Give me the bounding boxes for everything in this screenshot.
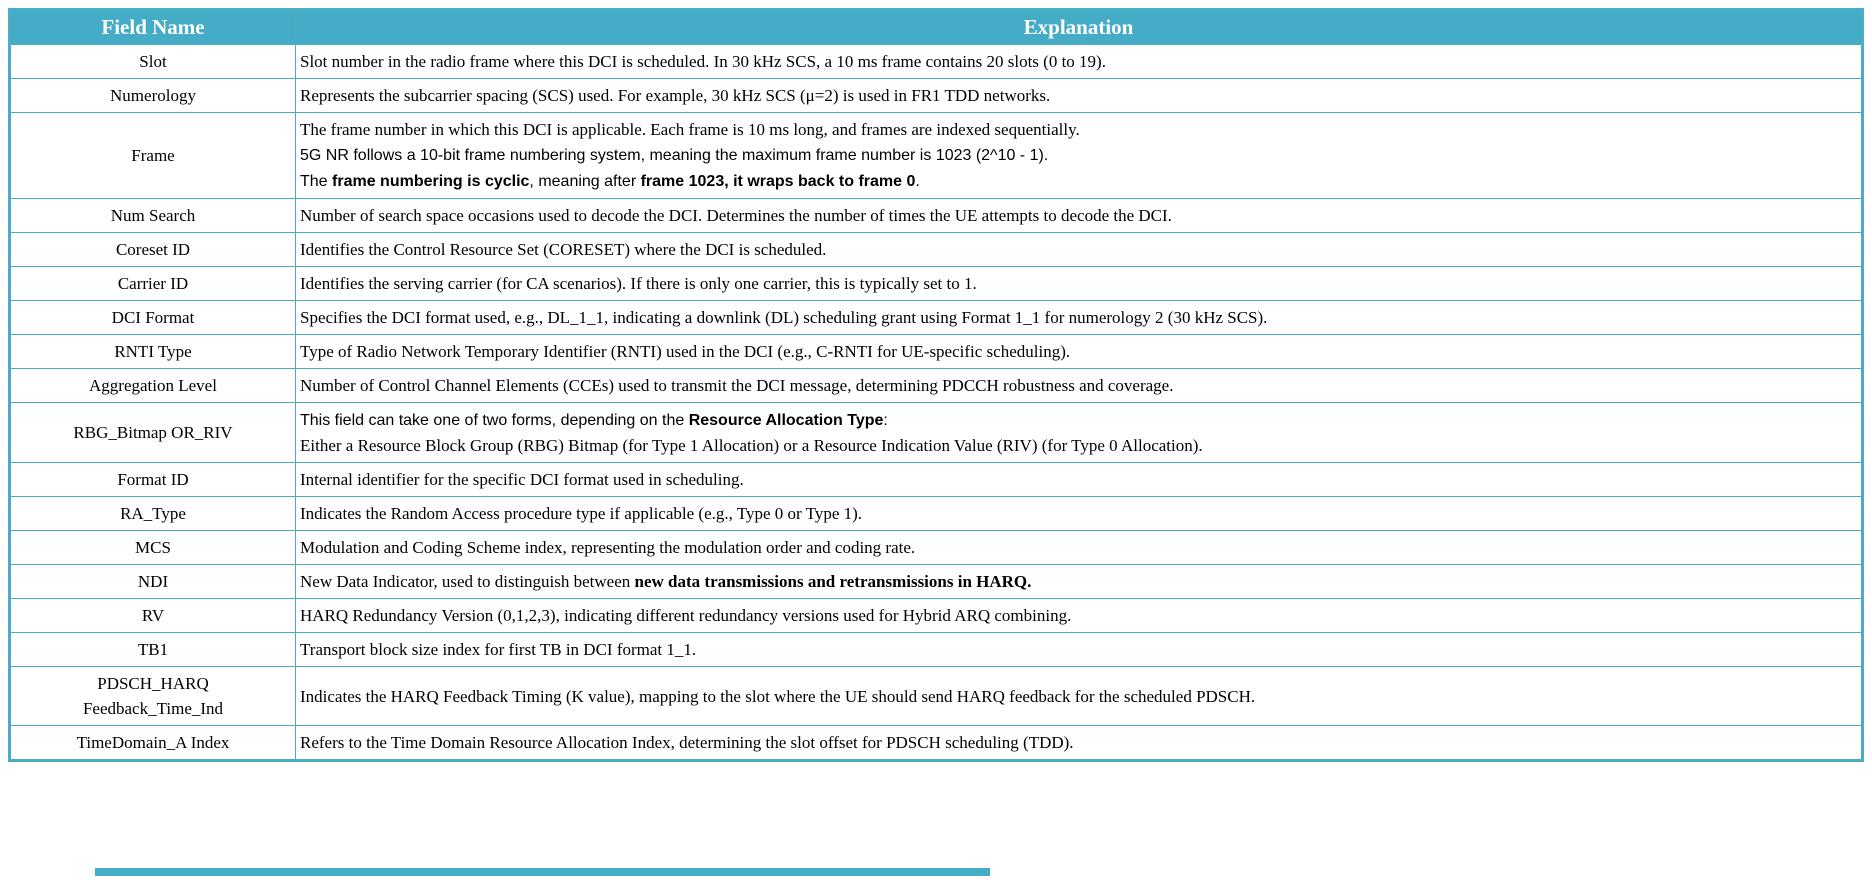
field-name-cell: RBG_Bitmap OR_RIV — [10, 403, 296, 463]
field-name-cell: TimeDomain_A Index — [10, 726, 296, 761]
field-name-header: Field Name — [10, 10, 296, 45]
field-name-cell: Format ID — [10, 463, 296, 497]
table-row — [10, 369, 1863, 403]
field-name-cell: TB1 — [10, 633, 296, 667]
table-row — [10, 633, 1863, 667]
table-row — [10, 335, 1863, 369]
field-name-cell: Carrier ID — [10, 267, 296, 301]
explanation-cell — [296, 726, 1863, 761]
explanation-line: The frame numbering is cyclic, meaning after frame 1023, it wraps back to frame 0. — [300, 173, 920, 190]
explanation-cell — [296, 565, 1863, 599]
explanation-cell — [296, 599, 1863, 633]
field-name-cell: PDSCH_HARQ Feedback_Time_Ind — [10, 667, 296, 726]
explanation-line: Identifies the Control Resource Set (CORESET) where the DCI is scheduled. — [300, 240, 827, 259]
field-name-cell: MCS — [10, 531, 296, 565]
explanation-cell — [296, 199, 1863, 233]
table-body — [10, 45, 1863, 761]
explanation-line: HARQ Redundancy Version (0,1,2,3), indicating different redundancy versions used for Hybrid ARQ combining. — [300, 606, 1072, 625]
field-name-cell: Numerology — [10, 79, 296, 113]
explanation-line: Indicates the Random Access procedure type if applicable (e.g., Type 0 or Type 1). — [300, 504, 863, 523]
explanation-line: Either a Resource Block Group (RBG) Bitmap (for Type 1 Allocation) or a Resource Indication Value (RIV) (for Type 0 Allocation). — [300, 436, 1203, 455]
table-header-row — [10, 10, 1863, 45]
field-name-cell: NDI — [10, 565, 296, 599]
field-name-cell: RNTI Type — [10, 335, 296, 369]
table-row — [10, 199, 1863, 233]
explanation-cell — [296, 463, 1863, 497]
explanation-line: Indicates the HARQ Feedback Timing (K value), mapping to the slot where the UE should send HARQ feedback for the scheduled PDSCH. — [300, 686, 1256, 706]
explanation-cell — [296, 403, 1863, 463]
field-name-cell: Num Search — [10, 199, 296, 233]
table-row — [10, 599, 1863, 633]
table-row — [10, 45, 1863, 79]
explanation-line: Slot number in the radio frame where this DCI is scheduled. In 30 kHz SCS, a 10 ms frame contains 20 slots (0 to 19). — [300, 52, 1106, 71]
explanation-cell — [296, 113, 1863, 199]
explanation-line: Type of Radio Network Temporary Identifier (RNTI) used in the DCI (e.g., C-RNTI for UE-specific scheduling). — [300, 342, 1071, 361]
table-row — [10, 113, 1863, 199]
explanation-line: The frame number in which this DCI is applicable. Each frame is 10 ms long, and frames are indexed sequentially. — [300, 120, 1080, 139]
field-name-cell: DCI Format — [10, 301, 296, 335]
field-name-cell: Aggregation Level — [10, 369, 296, 403]
field-name-cell: Slot — [10, 45, 296, 79]
explanation-line: Identifies the serving carrier (for CA scenarios). If there is only one carrier, this is typically set to 1. — [300, 274, 977, 293]
explanation-cell — [296, 531, 1863, 565]
table-row — [10, 565, 1863, 599]
explanation-header: Explanation — [296, 10, 1863, 45]
field-name-cell: RA_Type — [10, 497, 296, 531]
explanation-cell — [296, 497, 1863, 531]
explanation-line: Modulation and Coding Scheme index, representing the modulation order and coding rate. — [300, 538, 916, 557]
explanation-line: Transport block size index for first TB in DCI format 1_1. — [300, 640, 697, 659]
table-row — [10, 403, 1863, 463]
explanation-line: This field can take one of two forms, depending on the Resource Allocation Type: — [300, 412, 888, 429]
explanation-line: Refers to the Time Domain Resource Allocation Index, determining the slot offset for PDSCH scheduling (TDD). — [300, 733, 1074, 752]
explanation-line: New Data Indicator, used to distinguish between new data transmissions and retransmissions in HARQ. — [300, 572, 1032, 591]
table-row — [10, 667, 1863, 726]
explanation-line: Internal identifier for the specific DCI format used in scheduling. — [300, 470, 744, 489]
explanation-line: Number of search space occasions used to decode the DCI. Determines the number of times the UE attempts to decode the DCI. — [300, 206, 1172, 225]
explanation-cell — [296, 267, 1863, 301]
field-name-cell: Frame — [10, 113, 296, 199]
table-row — [10, 497, 1863, 531]
table-row — [10, 531, 1863, 565]
explanation-cell — [296, 369, 1863, 403]
explanation-line: Specifies the DCI format used, e.g., DL_1_1, indicating a downlink (DL) scheduling grant using Format 1_1 for numerology 2 (30 kHz SCS). — [300, 308, 1268, 327]
explanation-line: Represents the subcarrier spacing (SCS) used. For example, 30 kHz SCS (μ=2) is used in FR1 TDD networks. — [300, 86, 1051, 105]
dci-fields-table — [8, 8, 1864, 762]
table-row — [10, 726, 1863, 761]
explanation-cell — [296, 79, 1863, 113]
table-row — [10, 267, 1863, 301]
field-name-cell: Coreset ID — [10, 233, 296, 267]
explanation-cell — [296, 667, 1863, 726]
explanation-cell — [296, 233, 1863, 267]
table-row — [10, 79, 1863, 113]
explanation-line: Number of Control Channel Elements (CCEs) used to transmit the DCI message, determining PDCCH robustness and coverage. — [300, 376, 1174, 395]
partial-next-table-header-bar — [95, 868, 990, 876]
explanation-cell — [296, 335, 1863, 369]
table-row — [10, 301, 1863, 335]
explanation-cell — [296, 633, 1863, 667]
field-name-cell: RV — [10, 599, 296, 633]
table-row — [10, 233, 1863, 267]
explanation-cell — [296, 45, 1863, 79]
explanation-line: 5G NR follows a 10-bit frame numbering system, meaning the maximum frame number is 1023 (2^10 - 1). — [300, 147, 1049, 164]
explanation-cell — [296, 301, 1863, 335]
table-row — [10, 463, 1863, 497]
